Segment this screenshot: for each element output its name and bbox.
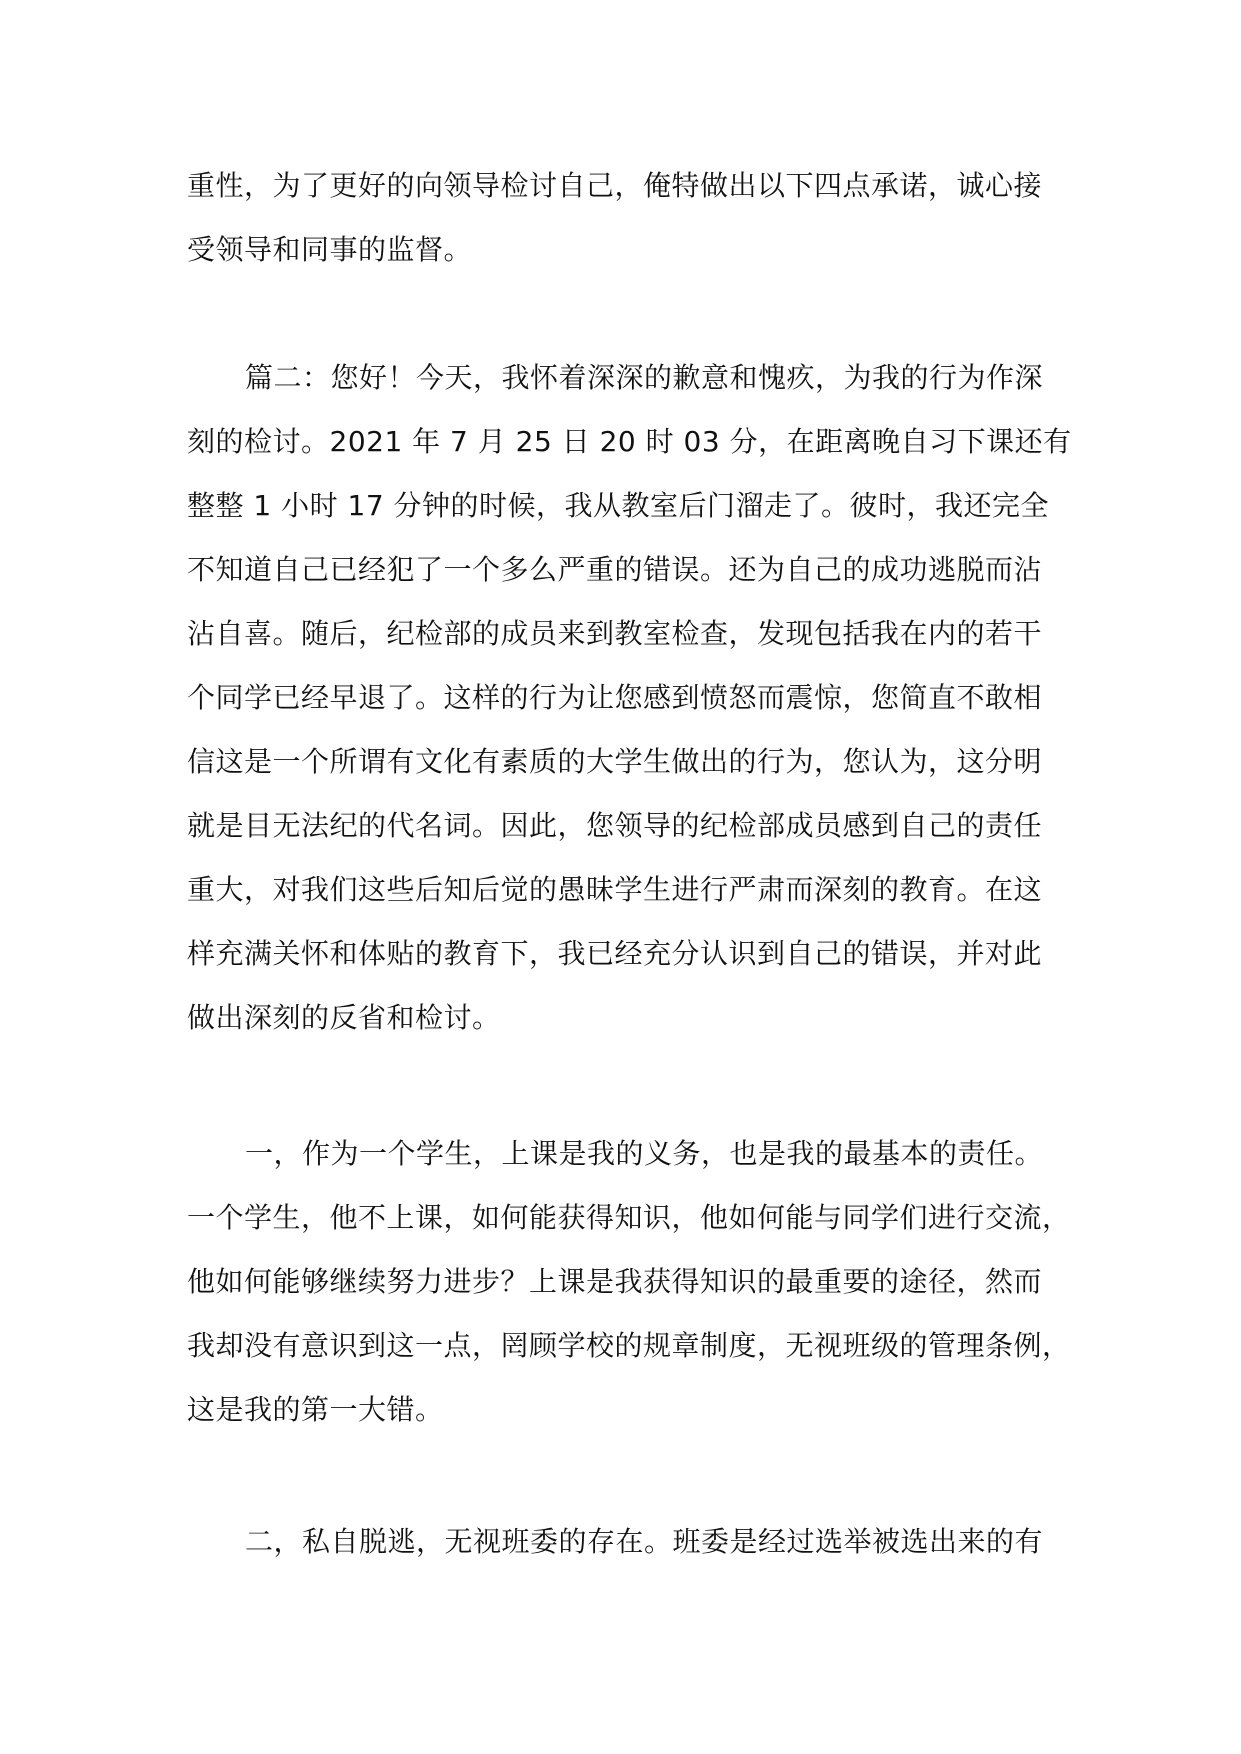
text-line: 一个学生，他不上课，如何能获得知识，他如何能与同学们进行交流，: [187, 1201, 1071, 1234]
text-line: 样充满关怀和体贴的教育下，我已经充分认识到自己的错误，并对此: [187, 937, 1043, 970]
text-line: 不知道自己已经犯了一个多么严重的错误。还为自己的成功逃脱而沾: [187, 553, 1043, 586]
text-line: 沾自喜。随后，纪检部的成员来到教室检查，发现包括我在内的若干: [187, 617, 1043, 650]
paragraph-2: [187, 346, 1072, 1050]
text-line: 他如何能够继续努力进步？上课是我获得知识的最重要的途径，然而: [187, 1265, 1043, 1298]
paragraph-3: [187, 1122, 1071, 1442]
text-line: 个同学已经早退了。这样的行为让您感到愤怒而震惊，您简直不敢相: [187, 681, 1043, 714]
paragraph-1: [187, 154, 1057, 282]
text-line: 受领导和同事的监督。: [187, 233, 473, 266]
text-line: 二，私自脱逃，无视班委的存在。班委是经过选举被选出来的有: [245, 1525, 1044, 1558]
text-line: 就是目无法纪的代名词。因此，您领导的纪检部成员感到自己的责任: [187, 809, 1043, 842]
paragraph-4: [187, 1510, 1057, 1574]
text-line: 信这是一个所谓有文化有素质的大学生做出的行为，您认为，这分明: [187, 745, 1043, 778]
text-line: 刻的检讨。2021 年 7 月 25 日 20 时 03 分，在距离晚自习下课还有: [187, 425, 1072, 458]
text-line: 做出深刻的反省和检讨。: [187, 1001, 501, 1034]
text-line: 这是我的第一大错。: [187, 1393, 444, 1426]
text-line: 篇二：您好！今天，我怀着深深的歉意和愧疚，为我的行为作深: [245, 361, 1044, 394]
text-line: 整整 1 小时 17 分钟的时候，我从教室后门溜走了。彼时，我还完全: [187, 489, 1050, 522]
text-line: 一，作为一个学生，上课是我的义务，也是我的最基本的责任。: [245, 1137, 1044, 1170]
text-line: 重性，为了更好的向领导检讨自己，俺特做出以下四点承诺，诚心接: [187, 169, 1043, 202]
text-line: 重大，对我们这些后知后觉的愚昧学生进行严肃而深刻的教育。在这: [187, 873, 1043, 906]
text-line: 我却没有意识到这一点，罔顾学校的规章制度，无视班级的管理条例，: [187, 1329, 1071, 1362]
